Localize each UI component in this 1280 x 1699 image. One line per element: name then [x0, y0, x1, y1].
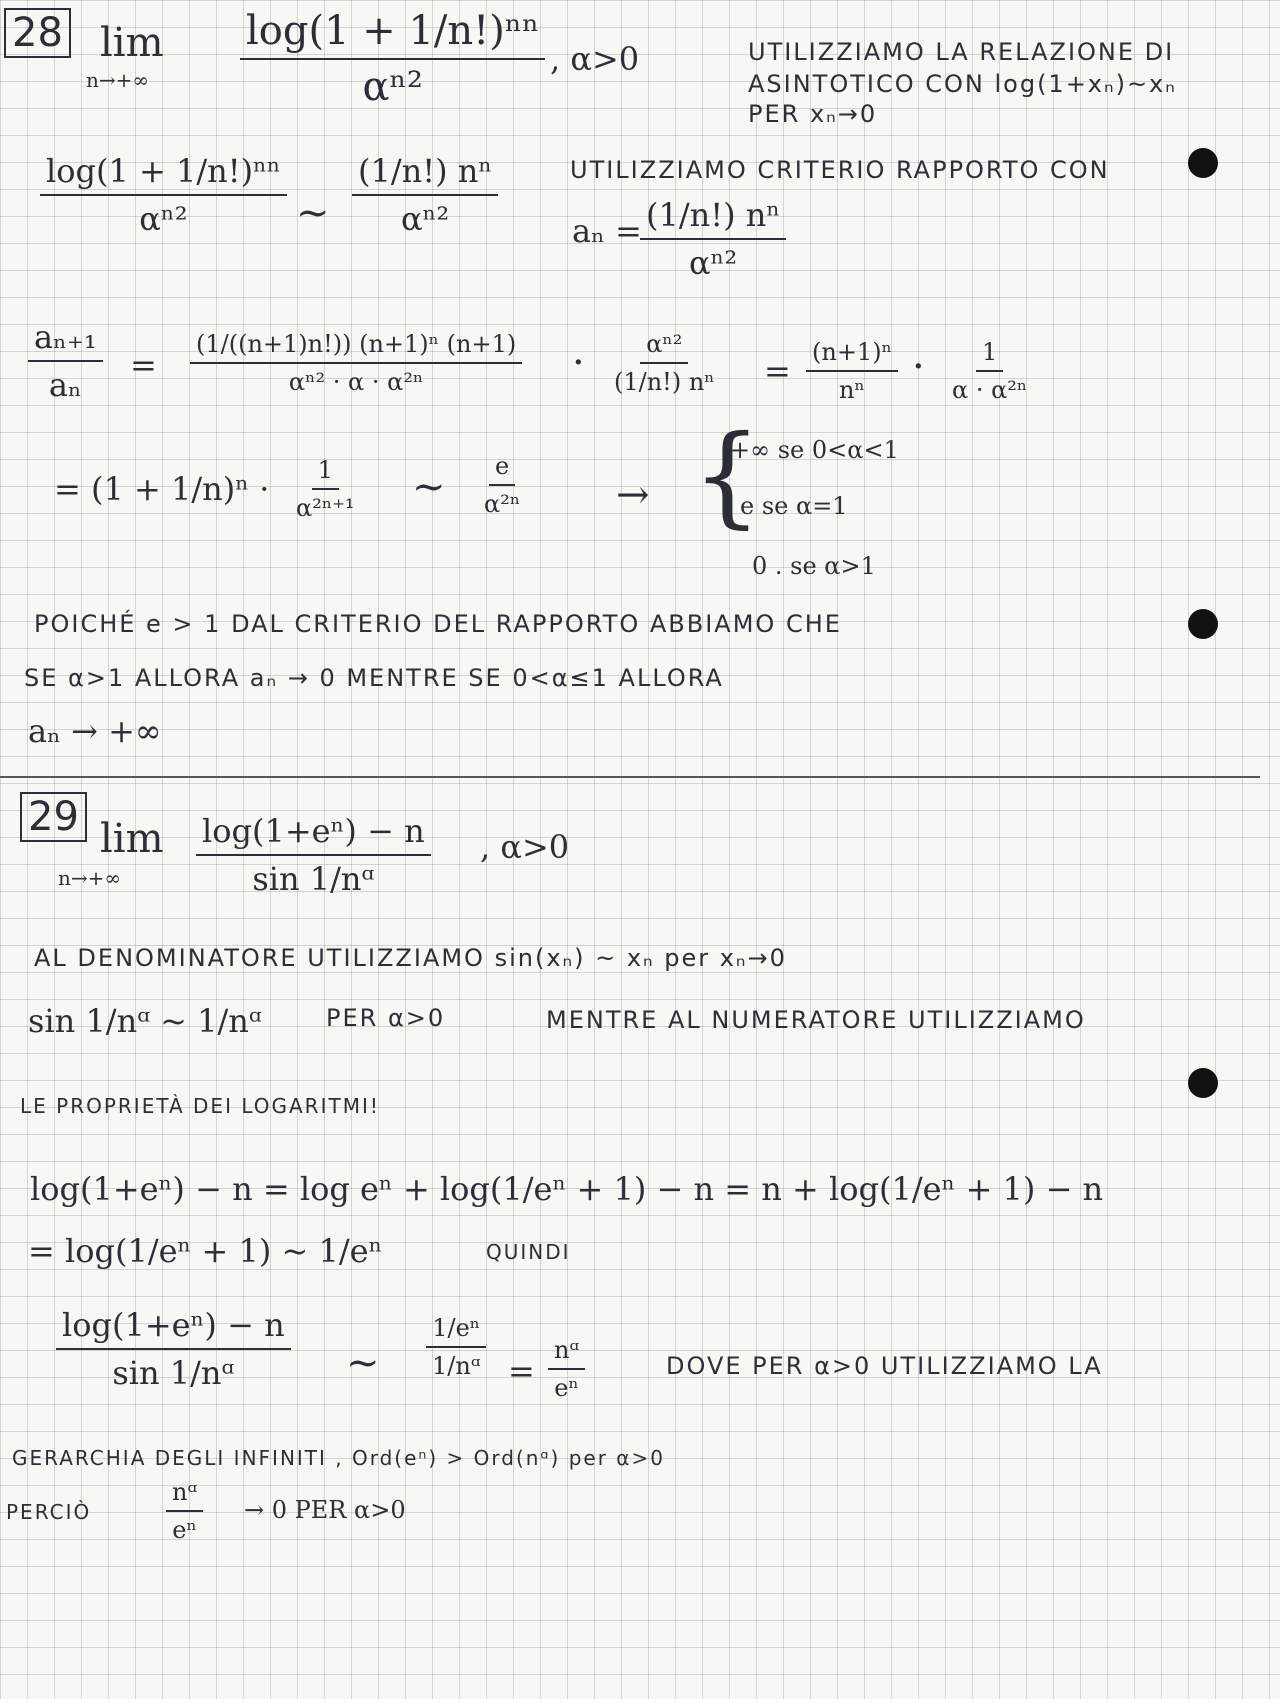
ex29-per-alpha: PER α>0 [326, 1004, 446, 1032]
binder-hole-1 [1188, 148, 1218, 178]
ex28-line2-e-fraction [478, 452, 526, 518]
ex29-final-fraction [56, 1306, 291, 1392]
ex29-final-eq: = [508, 1352, 535, 1390]
ex28-conclusion-2: SE α>1 ALLORA aₙ → 0 MENTRE SE 0<α≤1 ALLORA [24, 664, 724, 692]
ex29-sin-equiv: sin 1/nᵅ ~ 1/nᵅ [28, 1002, 262, 1040]
ex29-percio-num: nᵅ [166, 1478, 203, 1512]
ex28-ratio-lhs [28, 318, 103, 404]
exercise-divider [0, 776, 1260, 778]
ex29-percio-den: eⁿ [172, 1516, 197, 1544]
ex28-an-den: αⁿ² [688, 244, 738, 282]
ex28-case-3: 0 . se α>1 [752, 552, 876, 580]
ex28-equiv-sym: ~ [296, 190, 330, 236]
ex28-ratio-term-1 [190, 330, 522, 396]
ex28-ratio-eq-2: = [764, 352, 791, 390]
ex29-final-mid-num: 1/eⁿ [426, 1314, 486, 1348]
ex28-cases-brace: { [692, 411, 762, 539]
ex29-limit-numerator: log(1+eⁿ) − n [196, 812, 431, 856]
ex29-percio-fraction [166, 1478, 203, 1544]
ex28-line2-sim: ~ [412, 464, 446, 510]
ex28-conclusion-3: aₙ → +∞ [28, 712, 162, 750]
ex28-ratio-lhs-den: aₙ [48, 366, 82, 404]
ex29-quindi: QUINDI [486, 1240, 571, 1264]
ex28-ratio-term-4-den: α · α²ⁿ [952, 376, 1028, 404]
ex28-an-definition [640, 196, 786, 282]
ex28-line2-frac-den: α²ⁿ⁺¹ [296, 494, 355, 522]
ex28-limit-fraction [240, 8, 545, 110]
ex29-percio: PERCIÒ [6, 1500, 92, 1524]
ex28-arrow: → [616, 472, 650, 518]
ex28-equiv-rhs-num: (1/n!) nⁿ [352, 152, 498, 196]
ex28-conclusion-1: POICHÉ e > 1 DAL CRITERIO DEL RAPPORTO ABBIAMO CHE [34, 610, 842, 638]
ex28-lim-sub: n→+∞ [86, 68, 150, 92]
ex28-limit-numerator: log(1 + 1/n!)ⁿⁿ [240, 8, 545, 60]
exercise-28-number: 28 [4, 8, 71, 58]
ex28-equiv-rhs-den: αⁿ² [400, 200, 450, 238]
ex28-ratio-dot: · [572, 340, 585, 386]
ex29-gerarchia-text: GERARCHIA DEGLI INFINITI , Ord(eⁿ) > Ord(nᵅ) per α>0 [12, 1446, 665, 1470]
ex29-lim: lim [100, 816, 164, 862]
ex29-percio-tail: → 0 PER α>0 [244, 1496, 406, 1524]
ex28-equiv-rhs [352, 152, 498, 238]
ex28-criterion-line: UTILIZZIAMO CRITERIO RAPPORTO CON [570, 156, 1110, 184]
ex29-final-rhs-fraction [548, 1336, 585, 1402]
ex29-numerator-text: MENTRE AL NUMERATORE UTILIZZIAMO [546, 1006, 1086, 1034]
ex28-case-2: e se α=1 [740, 492, 848, 520]
ex29-properties-text: LE PROPRIETÀ DEI LOGARITMI! [20, 1094, 380, 1118]
ex29-limit-denominator: sin 1/nᵅ [252, 860, 375, 898]
ex28-line2-e-num: e [489, 452, 515, 486]
ex28-ratio-term-3-num: (n+1)ⁿ [806, 338, 898, 372]
ex28-ratio-term-4 [946, 338, 1033, 404]
ex29-final-mid-den: 1/nᵅ [432, 1352, 481, 1380]
ex29-log-line-1: log(1+eⁿ) − n = log eⁿ + log(1/eⁿ + 1) − n = n + log(1/eⁿ + 1) − n [30, 1170, 1104, 1208]
binder-hole-2 [1188, 609, 1218, 639]
ex28-case-1: +∞ se 0<α<1 [730, 436, 899, 464]
ex28-condition: , α>0 [550, 40, 640, 78]
exercise-29-number: 29 [20, 792, 87, 842]
ex29-condition: , α>0 [480, 828, 570, 866]
ex28-line2-fraction [290, 456, 361, 522]
ex29-final-num: log(1+eⁿ) − n [56, 1306, 291, 1350]
ex28-line2-frac-num: 1 [312, 456, 339, 490]
ex28-ratio-eq-1: = [130, 346, 157, 384]
ex29-final-rhs-den: eⁿ [554, 1374, 579, 1402]
ex29-lim-sub: n→+∞ [58, 866, 122, 890]
ex29-dove-text: DOVE PER α>0 UTILIZZIAMO LA [666, 1352, 1103, 1380]
ex28-equiv-lhs [40, 152, 287, 238]
ex28-ratio-dot-2: · [912, 344, 925, 390]
ex29-final-den: sin 1/nᵅ [112, 1354, 235, 1392]
ex28-limit-denominator: αⁿ² [362, 64, 423, 110]
ex28-ratio-term-4-num: 1 [976, 338, 1003, 372]
ex28-ratio-term-2-num: αⁿ² [640, 330, 688, 364]
ex29-final-rhs-num: nᵅ [548, 1336, 585, 1370]
ex28-equiv-lhs-den: αⁿ² [139, 200, 188, 238]
ex29-denominator-text: AL DENOMINATORE UTILIZZIAMO sin(xₙ) ~ xₙ per xₙ→0 [34, 944, 787, 972]
ex28-an-lhs: aₙ = [572, 212, 642, 250]
binder-hole-3 [1188, 1068, 1218, 1098]
ex28-note-line-1: UTILIZZIAMO LA RELAZIONE DI [748, 38, 1175, 66]
ex29-final-sim: ~ [346, 1340, 380, 1386]
ex28-equiv-lhs-num: log(1 + 1/n!)ⁿⁿ [40, 152, 287, 196]
ex28-note-line-2: ASINTOTICO CON log(1+xₙ)~xₙ [748, 70, 1177, 98]
ex28-line2-start: = (1 + 1/n)ⁿ · [54, 470, 270, 508]
ex28-lim: lim [100, 20, 164, 66]
ex28-note-line-3: PER xₙ→0 [748, 100, 878, 128]
ex28-an-num: (1/n!) nⁿ [640, 196, 786, 240]
ex29-log-line-2: = log(1/eⁿ + 1) ~ 1/eⁿ [28, 1232, 383, 1270]
ex28-ratio-term-3 [806, 338, 898, 404]
ex28-ratio-term-1-den: αⁿ² · α · α²ⁿ [288, 368, 424, 396]
ex28-ratio-term-2-den: (1/n!) nⁿ [614, 368, 715, 396]
ex28-ratio-term-2 [608, 330, 721, 396]
ex28-ratio-term-3-den: nⁿ [839, 376, 865, 404]
ex28-line2-e-den: α²ⁿ [484, 490, 521, 518]
ex29-final-mid-fraction [426, 1314, 486, 1380]
ex28-ratio-lhs-num: aₙ₊₁ [28, 318, 103, 362]
ex29-limit-fraction [196, 812, 431, 898]
ex28-ratio-term-1-num: (1/((n+1)n!)) (n+1)ⁿ (n+1) [190, 330, 522, 364]
